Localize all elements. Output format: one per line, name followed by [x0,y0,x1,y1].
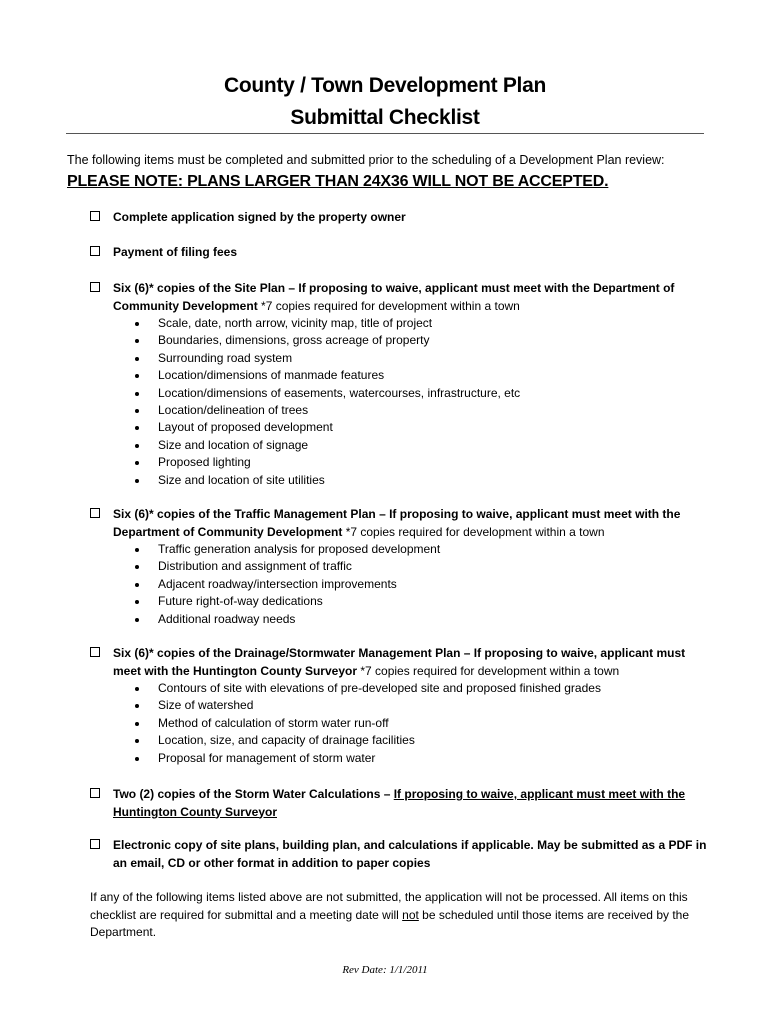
list-item: Size and location of site utilities [90,472,710,489]
bullet-icon [135,600,139,604]
item-label: Six (6)* copies of the Site Plan – If proposing to waive, applicant must meet with the Department of Community Development [113,281,675,313]
bullet-icon [135,357,139,361]
title-divider [66,133,704,134]
checklist-item-stormwater-calcs [90,786,710,821]
checkbox[interactable] [90,246,100,256]
revision-date: Rev Date: 1/1/2011 [342,964,428,976]
item-label: Six (6)* copies of the Traffic Management Plan – If proposing to waive, applicant must meet with the Department of Community Development [113,507,681,539]
bullet-icon [135,548,139,552]
bullet-icon [135,374,139,378]
list-item: Proposed lighting [90,454,710,471]
bullet-icon [135,739,139,743]
item-label: Payment of filing fees [113,245,238,259]
list-item: Proposal for management of storm water [90,750,710,767]
list-item: Boundaries, dimensions, gross acreage of property [90,332,710,349]
list-item: Future right-of-way dedications [90,593,710,610]
checkbox[interactable] [90,211,100,221]
checklist-item-application [90,209,710,227]
bullet-icon [135,461,139,465]
checklist-item-electronic-copy [90,837,710,872]
page-subtitle: Submittal Checklist [290,106,480,129]
item-label: Complete application signed by the property owner [113,210,406,224]
list-item: Location/delineation of trees [90,402,710,419]
list-item: Location, size, and capacity of drainage facilities [90,732,710,749]
checklist-item-fees [90,244,710,262]
list-item: Location/dimensions of easements, watercourses, infrastructure, etc [90,385,710,402]
bullet-icon [135,704,139,708]
item-label: Six (6)* copies of the Drainage/Stormwater Management Plan – If proposing to waive, applicant must meet with the Huntington County Surveyor [113,646,686,678]
intro-text: The following items must be completed and submitted prior to the scheduling of a Development Plan review: [67,153,665,167]
list-item: Additional roadway needs [90,611,710,628]
checkbox[interactable] [90,508,100,518]
bullet-icon [135,339,139,343]
checklist-item-site-plan [90,280,710,489]
checklist-item-drainage-plan [90,645,710,767]
bullet-icon [135,583,139,587]
checklist-item-traffic-plan [90,506,710,628]
bullet-icon [135,757,139,761]
list-item: Contours of site with elevations of pre-developed site and proposed finished grades [90,680,710,697]
list-item: Scale, date, north arrow, vicinity map, title of project [90,315,710,332]
list-item: Size and location of signage [90,437,710,454]
page-title: County / Town Development Plan [224,74,546,97]
closing-paragraph: If any of the following items listed above are not submitted, the application will not be processed. All items on this checklist are required for submittal and a meeting date will not be scheduled until those items are received by the Department. [90,890,690,939]
bullet-icon [135,722,139,726]
bullet-icon [135,479,139,483]
item-waiver-note: If proposing to waive, applicant must meet with the Huntington County Surveyor [113,787,686,819]
item-label: Two (2) copies of the Storm Water Calculations – [113,787,394,801]
drainage-plan-requirements [90,680,710,767]
bullet-icon [135,409,139,413]
bullet-icon [135,392,139,396]
list-item: Adjacent roadway/intersection improvements [90,576,710,593]
bullet-icon [135,565,139,569]
checkbox[interactable] [90,788,100,798]
traffic-plan-requirements [90,541,710,628]
item-label: Electronic copy of site plans, building plan, and calculations if applicable. May be submitted as a PDF in an email, CD or other format in addition to paper copies [113,838,707,870]
list-item: Traffic generation analysis for proposed development [90,541,710,558]
bullet-icon [135,618,139,622]
bullet-icon [135,426,139,430]
bullet-icon [135,444,139,448]
list-item: Size of watershed [90,697,710,714]
item-note: *7 copies required for development within a town [357,663,620,678]
bullet-icon [135,687,139,691]
list-item: Location/dimensions of manmade features [90,367,710,384]
item-note: *7 copies required for development within a town [257,298,520,313]
list-item: Distribution and assignment of traffic [90,558,710,575]
size-note: PLEASE NOTE: PLANS LARGER THAN 24X36 WILL NOT BE ACCEPTED. [67,173,609,190]
checkbox[interactable] [90,282,100,292]
list-item: Surrounding road system [90,350,710,367]
checkbox[interactable] [90,647,100,657]
item-note: *7 copies required for development within a town [342,524,605,539]
list-item: Layout of proposed development [90,419,710,436]
site-plan-requirements [90,315,710,489]
emphasis-not: not [402,907,419,922]
bullet-icon [135,322,139,326]
checkbox[interactable] [90,839,100,849]
list-item: Method of calculation of storm water run-off [90,715,710,732]
